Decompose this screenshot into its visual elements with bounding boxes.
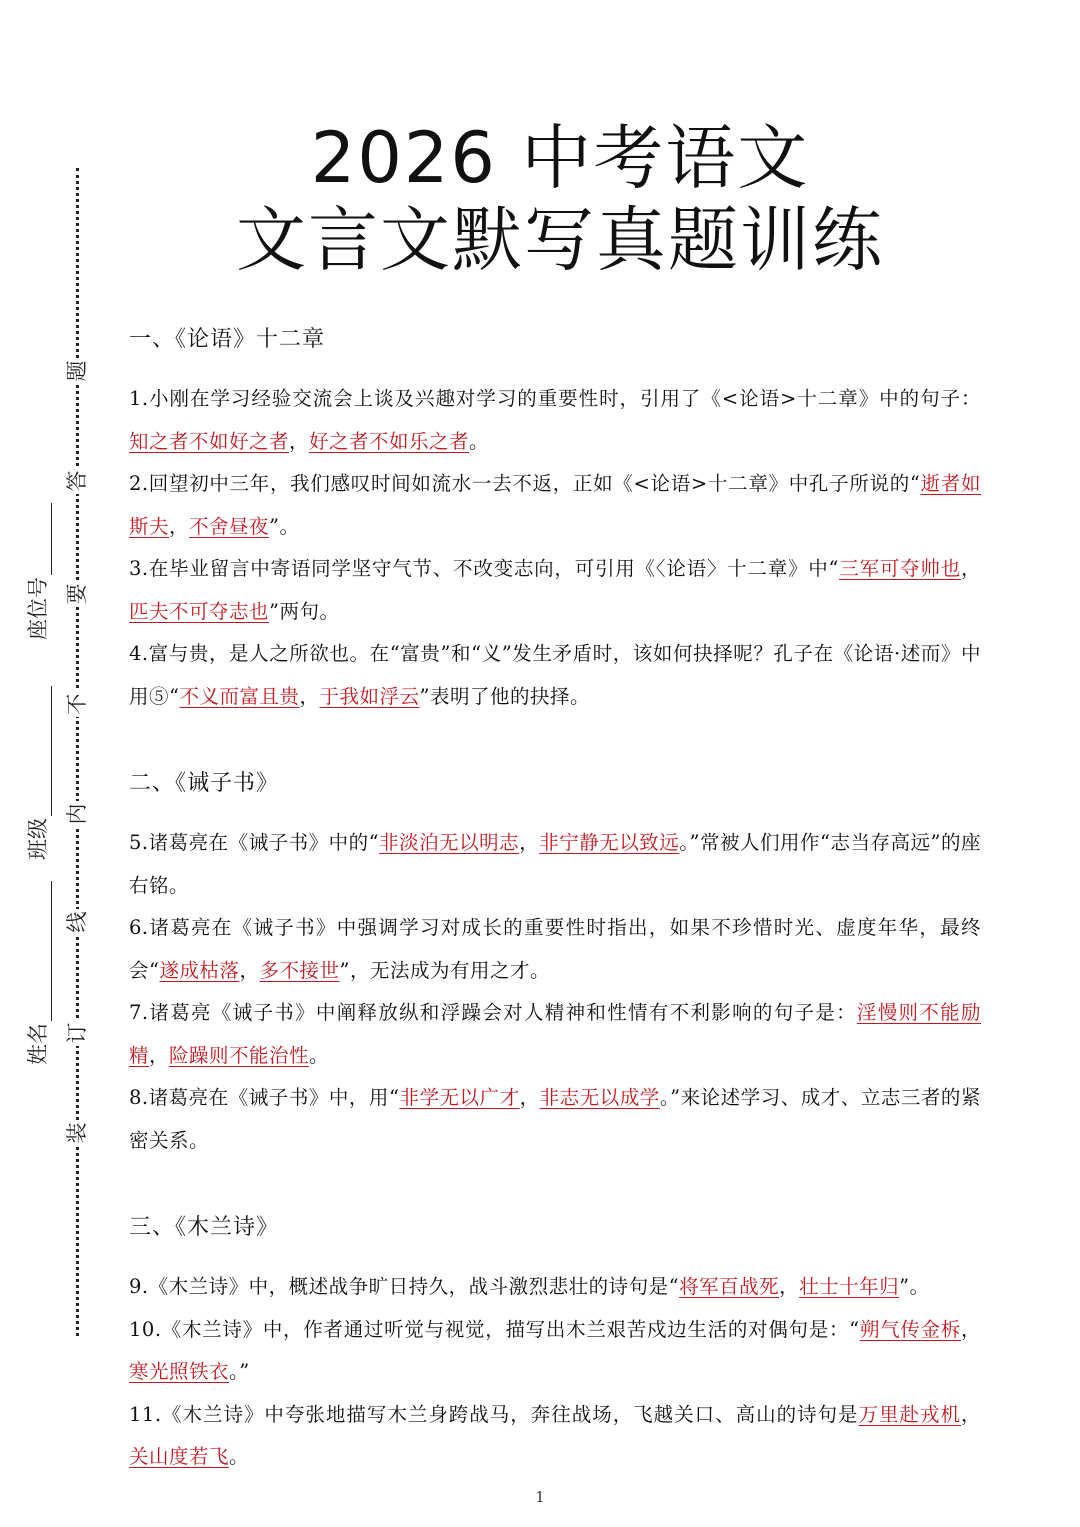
question [129, 907, 981, 992]
question-text: ， [519, 1086, 540, 1109]
name-label: 姓名 [26, 1023, 50, 1065]
question-text: ， [149, 1043, 170, 1067]
question-text: ， [289, 429, 310, 453]
answer-text: 三军可夺帅也 [839, 557, 961, 580]
question [129, 822, 981, 907]
answer-text: 险躁则不能治性 [169, 1043, 310, 1067]
seat-number-blank[interactable] [31, 503, 52, 575]
section-heading: 一、《论语》十二章 [129, 327, 326, 352]
question-text: ， [519, 831, 540, 854]
answer-text: 寒光照铁衣 [129, 1360, 230, 1383]
binding-dotted-line [76, 168, 79, 1336]
seat-number-field[interactable] [22, 503, 52, 640]
question [129, 1266, 981, 1309]
question-text: ， [960, 1402, 981, 1426]
question [129, 992, 981, 1077]
binding-char: 答 [64, 468, 90, 494]
question [129, 1077, 981, 1162]
question [129, 548, 981, 633]
answer-text: 朔气传金柝 [859, 1317, 961, 1341]
question-text: 。 [229, 1445, 250, 1468]
question-text: 。” [229, 1360, 250, 1383]
question-text: 5.诸葛亮在《诫子书》中的“ [129, 831, 380, 854]
question-text: 1.小刚在学习经验交流会上谈及兴趣对学习的重要性时，引用了《<论语>十二章》中的句子： [129, 387, 981, 410]
answer-text: 多不接世 [259, 958, 340, 982]
binding-char: 要 [64, 581, 90, 607]
question-text: 10.《木兰诗》中，作者通过听觉与视觉，描写出木兰艰苦戍边生活的对偶句是：“ [129, 1317, 860, 1341]
question-text: 9.《木兰诗》中，概述战争旷日持久，战斗激烈悲壮的诗句是“ [129, 1275, 680, 1298]
question-text: 3.在毕业留言中寄语同学坚守气节、不改变志向，可引用《〈论语〉十二章》中“ [129, 557, 840, 580]
page-title-line2: 文言文默写真题训练 [236, 199, 884, 281]
answer-text: 非淡泊无以明志 [379, 831, 520, 854]
question-text: 。”常被人们用作“志当存高远”的座右铭。 [129, 831, 981, 897]
question-text: ”。 [899, 1275, 930, 1298]
question-text: ”。 [269, 514, 300, 538]
name-field[interactable] [22, 881, 52, 1065]
question-text: 6.诸葛亮在《诫子书》中强调学习对成长的重要性时指出，如果不珍惜时光、虚度年华，最终会“ [129, 916, 981, 982]
answer-text: 非学无以广才 [399, 1086, 520, 1109]
answer-text: 知之者不如好之者 [129, 429, 290, 453]
answer-text: 关山度若飞 [129, 1445, 230, 1468]
question-text: ， [779, 1275, 800, 1298]
class-blank[interactable] [31, 686, 52, 816]
question [129, 378, 981, 463]
name-blank[interactable] [31, 881, 52, 1021]
question-text: 2.回望初中三年，我们感叹时间如流水一去不返，正如《<论语>十二章》中孔子所说的“ [129, 472, 921, 495]
question [129, 463, 981, 548]
question-text: 。”来论述学习、成才、立志三者的紧密关系。 [129, 1086, 981, 1152]
answer-text: 将军百战死 [679, 1275, 780, 1298]
answer-text: 万里赴戎机 [858, 1402, 961, 1426]
question [129, 1309, 981, 1394]
section-heading: 三、《木兰诗》 [129, 1215, 280, 1240]
binding-char: 不 [64, 691, 90, 717]
question-text: 。 [309, 1043, 330, 1067]
page-title-line1: 2026 中考语文 [310, 117, 810, 199]
class-label: 班级 [26, 818, 50, 860]
question [129, 1394, 981, 1479]
answer-text: 非志无以成学 [539, 1086, 660, 1109]
answer-text: 淫慢则不能励精 [129, 1001, 981, 1067]
question-text: ， [960, 557, 981, 580]
question-text: ”表明了他的抉择。 [419, 684, 591, 708]
question [129, 633, 981, 718]
page-number: 1 [535, 1488, 545, 1506]
exercise-content [129, 320, 981, 1479]
answer-text: 于我如浮云 [319, 684, 420, 708]
question-text: ， [299, 684, 320, 708]
seat-number-label: 座位号 [26, 577, 50, 640]
binding-char: 订 [64, 1020, 90, 1046]
binding-char: 线 [64, 909, 90, 935]
answer-text: 不舍昼夜 [189, 514, 270, 538]
section-heading: 二、《诫子书》 [129, 771, 280, 796]
question-text: 。 [469, 429, 490, 453]
answer-text: 匹夫不可夺志也 [129, 599, 270, 623]
question-text: ”，无法成为有用之才。 [339, 958, 551, 982]
question-text: 11.《木兰诗》中夸张地描写木兰身跨战马，奔往战场，飞越关口、高山的诗句是 [129, 1402, 859, 1426]
class-field[interactable] [22, 686, 52, 860]
binding-char: 装 [64, 1120, 90, 1146]
binding-char: 题 [64, 358, 90, 384]
binding-margin [0, 0, 110, 1527]
question-text: ”两句。 [269, 599, 340, 623]
question-text: ， [239, 958, 260, 982]
question-text: ， [169, 514, 190, 538]
section-spacer [129, 1162, 981, 1208]
answer-text: 不义而富且贵 [179, 684, 300, 708]
question-text: 7.诸葛亮《诫子书》中阐释放纵和浮躁会对人精神和性情有不利影响的句子是： [129, 1001, 857, 1024]
section-spacer [129, 718, 981, 764]
answer-text: 好之者不如乐之者 [309, 429, 470, 453]
answer-text: 壮士十年归 [799, 1275, 900, 1298]
answer-text: 遂成枯落 [159, 958, 240, 982]
question-text: ， [960, 1317, 981, 1341]
answer-text: 非宁静无以致远 [539, 831, 680, 854]
binding-char: 内 [64, 801, 90, 827]
answer-text: 逝者如斯夫 [129, 472, 981, 538]
question-text: 8.诸葛亮在《诫子书》中，用“ [129, 1086, 400, 1109]
question-text: 4.富与贵，是人之所欲也。在“富贵”和“义”发生矛盾时，该如何抉择呢？孔子在《论语·述而》中用⑤“ [129, 642, 981, 708]
